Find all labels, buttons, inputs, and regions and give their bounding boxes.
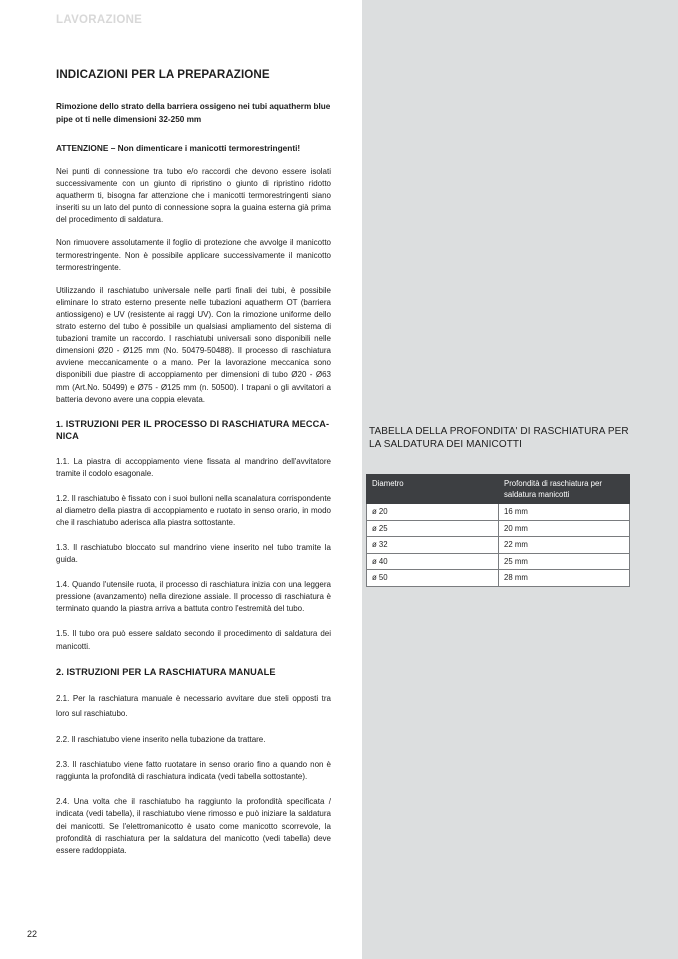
main-column bbox=[56, 68, 331, 870]
step-text: Il raschiatubo bloccato sul mandrino viene inserito nel tubo tramite la guida. bbox=[56, 542, 331, 565]
step-number: 2.2. bbox=[56, 735, 70, 745]
cell-diameter: ø 40 bbox=[367, 553, 499, 570]
page-title: INDICAZIONI PER LA PREPARAZIONE bbox=[56, 68, 270, 81]
table-row bbox=[367, 537, 630, 554]
table-title: TABELLA DELLA PROFONDITA' DI RASCHIATURA PER LA SALDATURA DEI MANICOTTI bbox=[369, 426, 629, 451]
step-1-5 bbox=[56, 628, 331, 652]
step-number: 2.4. bbox=[56, 797, 70, 807]
column-header-diameter: Diametro bbox=[367, 475, 499, 504]
cell-depth: 20 mm bbox=[499, 520, 630, 537]
step-2-1 bbox=[56, 691, 331, 721]
table-row bbox=[367, 520, 630, 537]
cell-depth: 28 mm bbox=[499, 570, 630, 587]
cell-diameter: ø 25 bbox=[367, 520, 499, 537]
step-number: 1.3. bbox=[56, 542, 70, 552]
step-1-4 bbox=[56, 579, 331, 615]
step-number: 2.1. bbox=[56, 694, 70, 704]
table-row bbox=[367, 553, 630, 570]
paragraph-2: Non rimuovere assolutamente il foglio di protezione che avvolge il manicotto termorestringente. Non è possibile applicare successivamente il manicotto termorestringente. bbox=[56, 238, 331, 272]
paragraph-3: Utilizzando il raschiatubo universale nelle parti finali dei tubi, è possibile eliminare lo strato esterno presente nelle tubazioni aquatherm OT (barriera antiossigeno) e UV (resistente ai raggi UV). Con la rimozione uniforme dello strato esterno del tubo è possibile un qualsiasi ampliamento del sistema di tubazioni tramite un raccordo. I raschiatubi universali sono disponibili nelle dimensioni Ø20 - Ø125 mm (No. 50479-50488). Il processo di raschiatura avviene meccanicamente o a mano. Per la lavorazione meccanica sono disponibili due piastre di accoppiamento per dimensioni di tubo Ø20 - Ø63 mm (Art.No. 50499) e Ø75 - Ø125 mm (n. 50500). I trapani o gli avvitatori a batteria devono avere una coppia elevata. bbox=[56, 285, 331, 404]
step-number: 1.1. bbox=[56, 456, 70, 466]
step-2-4 bbox=[56, 796, 331, 856]
step-1-1 bbox=[56, 456, 331, 480]
section-label: LAVORAZIONE bbox=[56, 14, 143, 26]
cell-diameter: ø 50 bbox=[367, 570, 499, 587]
step-text: Il raschiatubo viene fatto ruotatare in senso orario fino a quando non è raggiunta la profondità di raschiatura indicata (vedi tabella sottostante). bbox=[56, 760, 331, 782]
step-number: 2.3. bbox=[56, 760, 70, 770]
step-text: Il tubo ora può essere saldato secondo il procedimento di saldatura dei manicotti. bbox=[56, 629, 331, 651]
depth-table bbox=[366, 474, 630, 587]
step-1-3 bbox=[56, 542, 331, 566]
column-header-depth: Profondità di raschiatura per saldatura manicotti bbox=[499, 475, 630, 504]
paragraph-1: Nei punti di connessione tra tubo e/o raccordi che devono essere isolati successivamente con un giunto di ripristino o giunto di ripristino ridotto aquatherm ti, bisogna far attenzione che i manicotti termorestringenti siano inseriti su un lato del punto di connessione sopra la guaina esterna già prima del procedimento di saldatura. bbox=[56, 167, 331, 225]
step-text: Per la raschiatura manuale è necessario avvitare due steli opposti tra loro sul raschiatubo. bbox=[56, 694, 331, 719]
step-number: 1.4. bbox=[56, 580, 70, 590]
step-2-2 bbox=[56, 734, 331, 746]
step-2-3 bbox=[56, 759, 331, 783]
table-row bbox=[367, 570, 630, 587]
table-row bbox=[367, 504, 630, 521]
section-1-heading bbox=[56, 418, 331, 443]
step-number: 1.2. bbox=[56, 493, 70, 503]
attention-note: ATTENZIONE – Non dimenticare i manicotti termorestringenti! bbox=[56, 143, 301, 153]
step-text: Il raschiatubo è fissato con i suoi bulloni nella scanalatura corrispondente al diametro della piastra di accoppiamento e ruotato in senso orario, in modo che il raschiatubo aderisca alla piastra sottostante. bbox=[56, 493, 331, 527]
step-text: Una volta che il raschiatubo ha raggiunto la profondità specificata / indicata (vedi tabella), il raschiatubo viene rimosso e può iniziare la saldatura dei manicotti. Se l'elettromanicotto è usato come manicotto scorrevole, la profondità di raschiatura per la saldatura del manicotto (vedi tabella) deve essere raddoppiata. bbox=[56, 797, 331, 855]
cell-depth: 22 mm bbox=[499, 537, 630, 554]
cell-diameter: ø 20 bbox=[367, 504, 499, 521]
step-number: 1.5. bbox=[56, 629, 70, 639]
table-header-row bbox=[367, 475, 630, 504]
section-1-title: ISTRUZIONI PER IL PROCESSO DI RASCHIATURA MECCA-NICA bbox=[56, 418, 330, 442]
subtitle: Rimozione dello strato della barriera ossigeno nei tubi aquatherm blue pipe ot ti nelle dimensioni 32-250 mm bbox=[56, 102, 331, 124]
cell-depth: 16 mm bbox=[499, 504, 630, 521]
section-1-number: 1. bbox=[56, 418, 64, 429]
cell-diameter: ø 32 bbox=[367, 537, 499, 554]
step-text: La piastra di accoppiamento viene fissata al mandrino dell'avvitatore tramite il codolo esagonale. bbox=[56, 456, 331, 478]
step-text: Quando l'utensile ruota, il processo di raschiatura inizia con una leggera pressione (avanzamento) nella direzione assiale. Il processo di raschiatura è terminato quando la piastra arriva a battuta contro l'estremità del tubo. bbox=[56, 580, 331, 614]
section-2-heading: 2. ISTRUZIONI PER LA RASCHIATURA MANUALE bbox=[56, 666, 276, 677]
page-number: 22 bbox=[27, 929, 38, 939]
step-1-2 bbox=[56, 493, 331, 529]
step-text: Il raschiatubo viene inserito nella tubazione da trattare. bbox=[71, 735, 266, 745]
cell-depth: 25 mm bbox=[499, 553, 630, 570]
